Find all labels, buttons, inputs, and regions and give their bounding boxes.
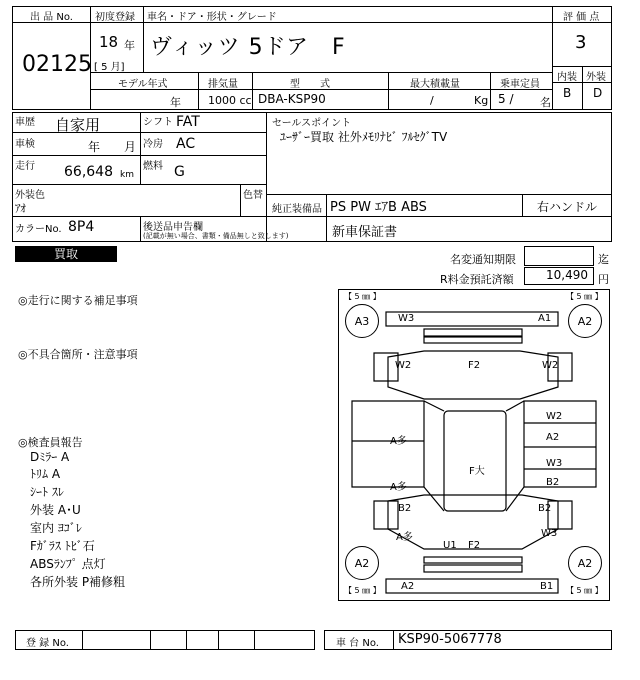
displacement: 1000 cc: [208, 94, 252, 107]
inspector-label: ◎検査員報告: [18, 436, 83, 449]
lot-no: 02125: [22, 52, 92, 77]
divider: [266, 194, 612, 195]
load-label: 最大積載量: [410, 79, 460, 90]
reg-no-label: 登 録 No.: [26, 638, 69, 649]
divider: [12, 216, 612, 217]
sales-point: ﾕｰｻﾞｰ買取 社外ﾒﾓﾘﾅﾋﾞ ﾌﾙｾｸﾞTV: [280, 130, 448, 144]
first-reg-label: 初度登録: [95, 12, 135, 23]
divider: [218, 630, 219, 650]
divider: [143, 22, 144, 72]
type-label: 型 式: [290, 79, 330, 90]
divider: [393, 630, 394, 650]
inspector-line: ｼｰﾄ ｽﾚ: [30, 485, 64, 499]
inspector-line: ABSﾗﾝﾌﾟ 点灯: [30, 557, 106, 571]
name-change-box: [524, 246, 594, 266]
divider: [12, 184, 266, 185]
mileage-unit: km: [120, 170, 134, 180]
mark: A2: [546, 432, 560, 443]
mark: U1: [443, 540, 457, 551]
fuel-value: G: [174, 164, 185, 180]
load-unit: Kg: [474, 94, 489, 107]
divider: [252, 72, 253, 110]
mark: B2: [538, 503, 552, 514]
capacity-label: 乗車定員: [500, 79, 540, 90]
ac-value: AC: [176, 136, 196, 152]
inspection-year-unit: 年: [88, 140, 101, 154]
divider: [140, 112, 141, 184]
divider: [490, 72, 491, 110]
mark: A2: [577, 556, 593, 570]
exterior-label: 外装: [586, 72, 606, 83]
mark: A1: [538, 313, 552, 324]
shift-label: シフト: [143, 117, 173, 128]
reg-year: 18: [99, 33, 119, 51]
color-label: 外装色: [15, 190, 45, 201]
divider: [12, 155, 266, 156]
divider: [240, 184, 241, 216]
chassis-no: KSP90-5067778: [398, 632, 502, 647]
color-change-label: 色替: [243, 190, 263, 201]
name-change-label: 名変通知期限: [450, 253, 516, 266]
mark: A多: [396, 532, 413, 543]
reg-month: [ 5 月]: [94, 62, 125, 73]
equipment-value: PS PW ｴｱB ABS: [330, 200, 427, 215]
lot-no-label: 出 品 No.: [30, 12, 73, 23]
mark: B1: [540, 581, 554, 592]
divider: [143, 6, 144, 22]
divider: [198, 72, 199, 110]
mileage-value: 66,648: [64, 164, 113, 180]
divider: [90, 72, 552, 73]
model-type: DBA-KSP90: [258, 92, 326, 106]
divider: [140, 216, 141, 242]
mark: B2: [546, 477, 560, 488]
ac-label: 冷房: [143, 139, 163, 150]
inspector-line: Dﾐﾗｰ A: [30, 450, 70, 464]
history-value: 自家用: [55, 116, 101, 134]
aftersend-label: 後送品申告欄: [143, 222, 203, 233]
inspector-line: ﾄﾘﾑ A: [30, 467, 61, 481]
tire-front-right: [568, 304, 602, 338]
mark: W2: [546, 411, 563, 422]
interior-label: 内装: [557, 72, 577, 83]
tire-depth-top-right: 【 5 ㎜ 】: [566, 292, 603, 301]
divider: [522, 194, 523, 216]
mileage-label: 走行: [15, 161, 35, 172]
purchase-badge: [15, 246, 117, 262]
displacement-label: 排気量: [208, 79, 238, 90]
divider: [582, 66, 583, 110]
capacity-value: 5 /: [498, 92, 514, 106]
inspection-label: 車検: [15, 139, 35, 150]
inspector-line: 外装 A･U: [30, 503, 81, 517]
driving-notes-label: ◎走行に関する補足事項: [18, 294, 138, 307]
car-name: ヴィッツ 5ドア F: [150, 35, 346, 60]
mark: A多: [390, 482, 407, 493]
recycle-label: R料金預託済額: [440, 273, 514, 286]
handle-value: 右ハンドル: [537, 200, 598, 214]
fuel-label: 燃料: [143, 161, 163, 172]
model-year-unit: 年: [170, 96, 181, 109]
chassis-label: 車 台 No.: [336, 638, 379, 649]
inspector-line: Fｶﾞﾗｽ ﾄﾋﾞ石: [30, 539, 95, 553]
inspector-line: 各所外装 P補修粗: [30, 575, 126, 589]
divider: [266, 112, 267, 242]
inspector-line: 室内 ﾖｺﾞﾚ: [30, 521, 82, 535]
reg-year-unit: 年: [124, 39, 135, 52]
mark: W2: [542, 360, 559, 371]
tire-depth-top-left: 【 5 ㎜ 】: [344, 292, 381, 301]
exterior-grade: D: [593, 86, 603, 100]
divider: [254, 630, 255, 650]
color-value: ｱｵ: [15, 202, 26, 215]
color-no: 8P4: [68, 219, 95, 235]
purchase-text: 買取: [53, 247, 78, 261]
mark: F2: [468, 540, 481, 551]
history-label: 車歴: [15, 117, 35, 128]
divider: [186, 630, 187, 650]
sales-point-label: セールスポイント: [272, 118, 352, 129]
warranty: 新車保証書: [332, 225, 398, 240]
divider: [326, 194, 327, 242]
mark: F2: [468, 360, 481, 371]
divider: [12, 132, 266, 133]
mark: A多: [390, 436, 407, 447]
inspection-month-unit: 月: [124, 140, 137, 154]
tire-depth-bottom-right: 【 5 ㎜ 】: [566, 586, 603, 595]
equipment-label: 純正装備品: [272, 204, 322, 215]
mark: B2: [398, 503, 412, 514]
eval-label: 評 価 点: [563, 12, 600, 23]
aftersend-note: (記載が無い場合、書類・備品無しと致します): [143, 232, 289, 240]
tire-rear-right: [568, 546, 602, 580]
tire-front-left: [345, 304, 379, 338]
name-change-unit: 迄: [598, 253, 609, 266]
mark: W3: [546, 458, 563, 469]
tire-depth-bottom-left: 【 5 ㎜ 】: [344, 586, 381, 595]
mark: W3: [398, 313, 415, 324]
divider: [150, 630, 151, 650]
load-value: /: [430, 94, 434, 107]
color-no-label: カラーNo.: [15, 224, 62, 235]
mark: A2: [354, 556, 370, 570]
divider: [82, 630, 83, 650]
capacity-unit: 名: [540, 96, 551, 109]
recycle-unit: 円: [598, 273, 609, 286]
divider: [388, 72, 389, 110]
tire-rear-left: [345, 546, 379, 580]
defects-label: ◎不具合箇所・注意事項: [18, 348, 138, 361]
mark: A2: [401, 581, 415, 592]
mark: W2: [395, 360, 412, 371]
model-year-label: モデル年式: [118, 79, 168, 90]
mark: A3: [354, 314, 370, 328]
mark: F大: [469, 466, 485, 477]
mark: A2: [577, 314, 593, 328]
interior-grade: B: [563, 86, 572, 100]
mark: W3: [541, 528, 558, 539]
recycle-value: 10,490: [546, 268, 588, 282]
shift-value: FAT: [176, 114, 200, 130]
car-name-label: 車名・ドア・形状・グレード: [147, 12, 277, 23]
eval-score: 3: [575, 32, 587, 53]
